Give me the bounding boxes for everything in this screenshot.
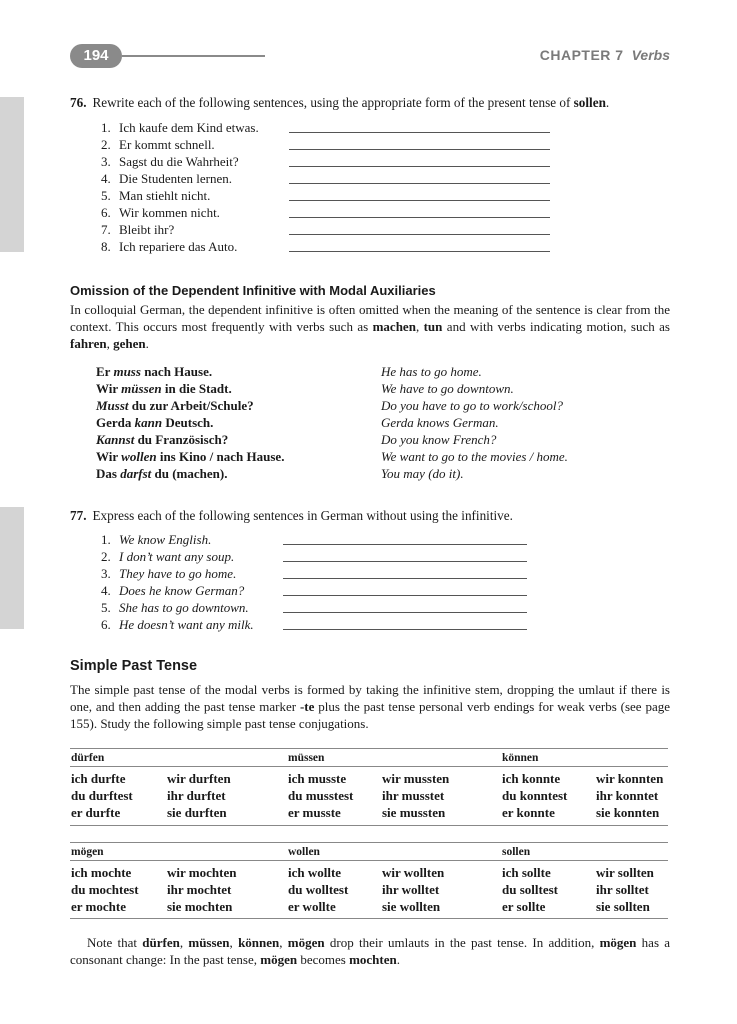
verb-form: sie mussten xyxy=(382,805,446,820)
verb-form: er durfte xyxy=(71,805,121,820)
exercise-item xyxy=(101,221,259,238)
verb-form: du mochtest xyxy=(71,882,139,897)
verb-infinitive: können xyxy=(502,752,539,764)
exercise-item xyxy=(101,616,254,633)
answer-line[interactable] xyxy=(289,217,550,218)
item-text: We know English. xyxy=(119,532,212,547)
chapter-heading xyxy=(540,47,670,64)
item-number: 4. xyxy=(101,583,111,598)
text: drop their umlauts in the past tense. In addition, xyxy=(324,935,600,950)
example-row xyxy=(96,380,656,397)
verb-form: ihr durftet xyxy=(167,788,226,803)
english-translation: Gerda knows German. xyxy=(381,415,499,430)
item-number: 1. xyxy=(101,532,111,547)
conjugation-rows xyxy=(70,767,668,821)
chapter-label: CHAPTER 7 xyxy=(539,47,624,63)
answer-line[interactable] xyxy=(283,629,527,630)
german-sentence xyxy=(96,380,232,397)
answer-line[interactable] xyxy=(289,183,550,184)
answer-line[interactable] xyxy=(289,132,550,133)
modal-verb: wollen xyxy=(121,449,157,464)
item-text: Ich repariere das Auto. xyxy=(119,239,238,254)
conjugation-table xyxy=(70,842,668,919)
verb-form: du konntest xyxy=(502,788,568,803)
text: becomes xyxy=(297,952,350,967)
bold-term: mögen xyxy=(287,935,325,950)
answer-line[interactable] xyxy=(283,544,527,545)
modal-verb: Musst xyxy=(96,398,129,413)
item-text: He doesn’t want any milk. xyxy=(119,617,254,632)
text: Wir xyxy=(96,381,122,396)
german-sentence xyxy=(96,363,212,380)
verb-form: er mochte xyxy=(71,899,126,914)
text: . xyxy=(396,952,400,967)
section-heading-omission: Omission of the Dependent Infinitive with Modal Auxiliaries xyxy=(70,283,436,298)
german-sentence xyxy=(96,414,213,431)
exercise-item xyxy=(101,582,254,599)
verb-form: wir mochten xyxy=(167,865,237,880)
instruction-bold: sollen xyxy=(573,95,606,110)
bold-term: können xyxy=(238,935,280,950)
exercise-number: 77. xyxy=(70,508,87,523)
exercise-item xyxy=(101,170,259,187)
text: ins Kino / nach Hause. xyxy=(156,449,285,464)
bold-term: tun xyxy=(423,319,443,334)
text: plus the past tense personal verb endings for weak verbs (see page 155). Study the following simple past tense conjugations. xyxy=(70,699,670,731)
verb-form: ich konnte xyxy=(502,771,561,786)
exercise-number: 76. xyxy=(70,95,87,110)
english-translation: Do you know French? xyxy=(381,432,497,447)
text: du Französisch? xyxy=(134,432,229,447)
exercise-76-list xyxy=(101,119,259,255)
answer-line[interactable] xyxy=(289,200,550,201)
modal-verb: kann xyxy=(134,415,163,430)
text: has a consonant change: In the past tense, xyxy=(70,935,671,967)
text: du zur Arbeit/Schule? xyxy=(128,398,254,413)
page-number: 194 xyxy=(70,44,122,68)
verb-form: du durftest xyxy=(71,788,133,803)
item-number: 5. xyxy=(101,188,111,203)
item-text: Ich kaufe dem Kind etwas. xyxy=(119,120,259,135)
german-sentence xyxy=(96,431,228,448)
german-sentence xyxy=(96,448,284,465)
exercise-item xyxy=(101,136,259,153)
text: Gerda xyxy=(96,415,135,430)
verb-form: du wolltest xyxy=(288,882,349,897)
verb-form: sie mochten xyxy=(167,899,233,914)
answer-line[interactable] xyxy=(289,251,550,252)
conjugation-row xyxy=(70,881,668,898)
item-text: Sagst du die Wahrheit? xyxy=(119,154,239,169)
exercise-item xyxy=(101,204,259,221)
exercise-item xyxy=(101,119,259,136)
verb-form: ihr solltet xyxy=(596,882,649,897)
section-heading-simple-past: Simple Past Tense xyxy=(70,658,198,674)
verb-infinitive: mögen xyxy=(71,846,104,858)
example-row xyxy=(96,431,656,448)
verb-form: ihr konntet xyxy=(596,788,659,803)
verb-form: sie konnten xyxy=(596,805,660,820)
verb-form: sie wollten xyxy=(382,899,441,914)
exercise-76-instruction xyxy=(70,94,609,111)
bold-term: müssen xyxy=(188,935,230,950)
chapter-title: Verbs xyxy=(631,47,670,63)
margin-tab xyxy=(0,97,24,252)
verb-header-row xyxy=(70,843,668,861)
item-text: Does he know German? xyxy=(119,583,245,598)
item-text: She has to go downtown. xyxy=(119,600,249,615)
verb-form: sie durften xyxy=(167,805,227,820)
bold-term: gehen xyxy=(113,336,146,351)
instruction-end: . xyxy=(605,95,610,110)
text: , xyxy=(229,935,239,950)
conjugation-row xyxy=(70,864,668,881)
text: , xyxy=(415,319,424,334)
item-text: They have to go home. xyxy=(119,566,237,581)
exercise-item xyxy=(101,599,254,616)
modal-verb: muss xyxy=(113,364,141,379)
english-translation: You may (do it). xyxy=(381,466,464,481)
modal-verb: Kannst xyxy=(96,432,135,447)
verb-infinitive: sollen xyxy=(502,846,531,858)
verb-form: wir mussten xyxy=(382,771,450,786)
verb-form: ich musste xyxy=(288,771,347,786)
verb-form: wir wollten xyxy=(382,865,445,880)
exercise-item xyxy=(101,548,254,565)
english-translation: We have to go downtown. xyxy=(381,381,514,396)
item-text: Wir kommen nicht. xyxy=(119,205,220,220)
item-text: Man stiehlt nicht. xyxy=(119,188,211,203)
verb-form: ich durfte xyxy=(71,771,126,786)
item-text: Er kommt schnell. xyxy=(119,137,215,152)
verb-form: ihr mochtet xyxy=(167,882,232,897)
text: , xyxy=(106,336,114,351)
verb-form: wir durften xyxy=(167,771,231,786)
example-row xyxy=(96,448,656,465)
verb-form: wir konnten xyxy=(596,771,664,786)
answer-line[interactable] xyxy=(289,234,550,235)
answer-line[interactable] xyxy=(283,578,527,579)
verb-header-row xyxy=(70,749,668,767)
verb-form: ich mochte xyxy=(71,865,132,880)
item-number: 2. xyxy=(101,549,111,564)
exercise-item xyxy=(101,187,259,204)
example-row xyxy=(96,363,656,380)
verb-form: er wollte xyxy=(288,899,336,914)
verb-form: ich sollte xyxy=(502,865,551,880)
english-translation: He has to go home. xyxy=(381,364,482,379)
exercise-item xyxy=(101,238,259,255)
conjugation-row xyxy=(70,770,668,787)
verb-form: er konnte xyxy=(502,805,555,820)
bold-term: mögen xyxy=(260,952,298,967)
verb-form: sie sollten xyxy=(596,899,650,914)
text: In colloquial German, the dependent infinitive is often omitted when the meaning of the sentence is clear from the context. This occurs most frequently with verbs such as xyxy=(70,302,670,334)
text: Das xyxy=(96,466,121,481)
item-number: 3. xyxy=(101,154,111,169)
conjugation-table xyxy=(70,748,668,826)
conjugation-rows xyxy=(70,861,668,915)
answer-line[interactable] xyxy=(289,166,550,167)
item-number: 5. xyxy=(101,600,111,615)
omission-paragraph xyxy=(70,301,670,352)
conjugation-row xyxy=(70,898,668,915)
text: Er xyxy=(96,364,114,379)
instruction-text: Express each of the following sentences in German without using the infinitive. xyxy=(92,508,513,523)
item-number: 8. xyxy=(101,239,111,254)
text: Wir xyxy=(96,449,122,464)
text: , xyxy=(279,935,288,950)
bold-term: dürfen xyxy=(142,935,180,950)
verb-form: ihr wolltet xyxy=(382,882,440,897)
simple-past-paragraph xyxy=(70,681,670,732)
example-row xyxy=(96,397,656,414)
exercise-item xyxy=(101,565,254,582)
modal-verb: müssen xyxy=(121,381,162,396)
text: du (machen). xyxy=(151,466,228,481)
item-number: 1. xyxy=(101,120,111,135)
verb-form: ich wollte xyxy=(288,865,342,880)
verb-infinitive: müssen xyxy=(288,752,325,764)
english-translation: Do you have to go to work/school? xyxy=(381,398,563,413)
answer-line[interactable] xyxy=(283,561,527,562)
example-sentences xyxy=(96,363,656,482)
bold-term: mochten xyxy=(349,952,397,967)
item-number: 4. xyxy=(101,171,111,186)
bold-term: mögen xyxy=(599,935,637,950)
verb-infinitive: wollen xyxy=(288,846,320,858)
verb-form: er musste xyxy=(288,805,341,820)
note-paragraph xyxy=(70,934,670,968)
verb-infinitive: dürfen xyxy=(71,752,105,764)
text: in die Stadt. xyxy=(161,381,232,396)
english-translation: We want to go to the movies / home. xyxy=(381,449,568,464)
margin-tab xyxy=(0,507,24,629)
conjugation-row xyxy=(70,787,668,804)
item-text: I don’t want any soup. xyxy=(119,549,235,564)
exercise-77-list xyxy=(101,531,254,633)
example-row xyxy=(96,414,656,431)
verb-form: du solltest xyxy=(502,882,558,897)
item-number: 3. xyxy=(101,566,111,581)
bold-term: -te xyxy=(299,699,315,714)
item-text: Bleibt ihr? xyxy=(119,222,175,237)
item-number: 2. xyxy=(101,137,111,152)
text: Deutsch. xyxy=(162,415,214,430)
conjugation-row xyxy=(70,804,668,821)
verb-form: wir sollten xyxy=(596,865,654,880)
text: , xyxy=(179,935,189,950)
text: nach Hause. xyxy=(140,364,213,379)
instruction-text: Rewrite each of the following sentences, using the appropriate form of the present tense of xyxy=(92,95,574,110)
exercise-item xyxy=(101,153,259,170)
text: . xyxy=(145,336,149,351)
verb-form: er sollte xyxy=(502,899,546,914)
answer-line[interactable] xyxy=(283,595,527,596)
item-text: Die Studenten lernen. xyxy=(119,171,232,186)
bold-term: fahren xyxy=(70,336,107,351)
text: and with verbs indicating motion, such as xyxy=(442,319,670,334)
example-row xyxy=(96,465,656,482)
text: The simple past tense of the modal verbs is formed by taking the infinitive stem, dropping the umlaut if there is one, and then adding the past tense marker xyxy=(70,682,670,714)
text: Note that xyxy=(87,935,143,950)
page-header xyxy=(70,44,670,70)
verb-form: ihr musstet xyxy=(382,788,445,803)
item-number: 7. xyxy=(101,222,111,237)
header-rule xyxy=(122,55,265,57)
german-sentence xyxy=(96,465,227,482)
german-sentence xyxy=(96,397,254,414)
item-number: 6. xyxy=(101,617,111,632)
bold-term: machen xyxy=(372,319,416,334)
exercise-item xyxy=(101,531,254,548)
item-number: 6. xyxy=(101,205,111,220)
verb-form: du musstest xyxy=(288,788,354,803)
answer-line[interactable] xyxy=(289,149,550,150)
exercise-77-instruction xyxy=(70,507,513,524)
answer-line[interactable] xyxy=(283,612,527,613)
modal-verb: darfst xyxy=(120,466,152,481)
